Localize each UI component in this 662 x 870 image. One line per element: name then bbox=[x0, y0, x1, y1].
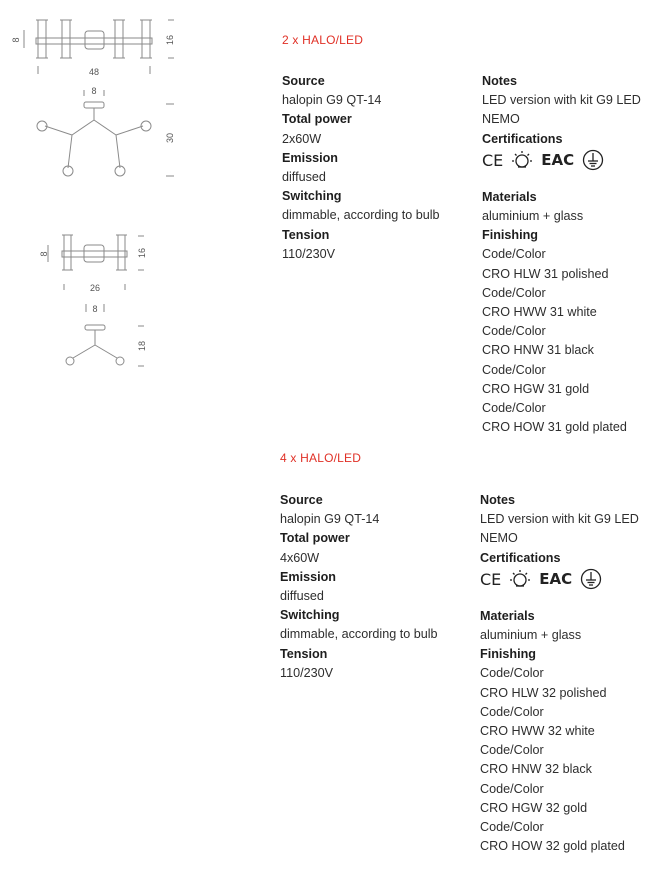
small-front-view bbox=[48, 235, 144, 290]
large-top-view bbox=[37, 90, 174, 176]
materials-label: Materials bbox=[482, 189, 537, 204]
finishing-value: CRO HGW 32 gold bbox=[480, 800, 588, 815]
finishing-code-label: Code/Color bbox=[482, 247, 546, 262]
emission-value: diffused bbox=[280, 589, 324, 604]
certifications-row bbox=[480, 568, 639, 591]
finishing-value: CRO HGW 31 gold bbox=[482, 381, 590, 396]
finishing-code-label: Code/Color bbox=[482, 401, 546, 416]
small-top-depth-label: 18 bbox=[137, 340, 147, 352]
finishing-label: Finishing bbox=[482, 228, 538, 243]
source-label: Source bbox=[282, 74, 325, 88]
source-value: halopin G9 QT-14 bbox=[282, 93, 382, 108]
technical-drawings bbox=[0, 0, 240, 400]
ce-mark-icon: CE bbox=[482, 150, 504, 170]
large-front-right-height-label: 16 bbox=[165, 34, 175, 46]
switching-label: Switching bbox=[280, 608, 340, 623]
source-value: halopin G9 QT-14 bbox=[280, 512, 380, 527]
emission-label: Emission bbox=[282, 150, 338, 165]
finishing-code-label: Code/Color bbox=[482, 285, 546, 300]
small-front-height-label: 8 bbox=[39, 251, 49, 257]
small-top-view bbox=[66, 304, 144, 366]
tension-label: Tension bbox=[282, 227, 330, 242]
notes-line: LED version with kit G9 LED bbox=[482, 93, 641, 108]
source-label: Source bbox=[280, 493, 323, 507]
notes-line: NEMO bbox=[482, 112, 520, 127]
finishing-label: Finishing bbox=[480, 647, 536, 662]
large-top-depth-label: 30 bbox=[165, 132, 175, 144]
total-power-label: Total power bbox=[282, 112, 352, 127]
finishing-code-label: Code/Color bbox=[482, 324, 546, 339]
finishing-code-label: Code/Color bbox=[480, 781, 544, 796]
finishing-value: CRO HNW 32 black bbox=[480, 762, 592, 777]
protective-earth-icon bbox=[580, 568, 602, 590]
total-power-value: 2x60W bbox=[282, 131, 322, 146]
large-front-width-label: 48 bbox=[88, 67, 100, 77]
finishing-code-label: Code/Color bbox=[482, 362, 546, 377]
certifications-label: Certifications bbox=[480, 550, 561, 565]
switching-value: dimmable, according to bulb bbox=[282, 208, 440, 223]
tension-value: 110/230V bbox=[280, 665, 333, 680]
notes-label: Notes bbox=[480, 493, 515, 507]
section-title: 4 x HALO/LED bbox=[280, 451, 362, 465]
finishing-code-label: Code/Color bbox=[480, 666, 544, 681]
finishing-value: CRO HOW 32 gold plated bbox=[480, 839, 625, 854]
emission-value: diffused bbox=[282, 170, 326, 185]
notes-line: NEMO bbox=[480, 531, 518, 546]
photobiological-safety-icon bbox=[511, 150, 533, 170]
small-front-right-height-label: 16 bbox=[137, 247, 147, 259]
section-title: 2 x HALO/LED bbox=[282, 33, 364, 47]
notes-label: Notes bbox=[482, 74, 517, 88]
materials-value: aluminium + glass bbox=[480, 628, 582, 643]
emission-label: Emission bbox=[280, 569, 336, 584]
notes-line: LED version with kit G9 LED bbox=[480, 512, 639, 527]
large-front-height-label: 8 bbox=[11, 37, 21, 43]
tension-value: 110/230V bbox=[282, 246, 335, 261]
finishing-value: CRO HWW 32 white bbox=[480, 724, 595, 739]
finishing-value: CRO HLW 32 polished bbox=[480, 685, 607, 700]
photobiological-safety-icon bbox=[509, 569, 531, 589]
eac-mark-icon: EAC bbox=[539, 569, 573, 588]
switching-label: Switching bbox=[282, 189, 342, 204]
materials-value: aluminium + glass bbox=[482, 209, 584, 224]
eac-mark-icon: EAC bbox=[541, 150, 575, 169]
total-power-label: Total power bbox=[280, 531, 350, 546]
spec-right-column bbox=[480, 491, 639, 856]
finishing-code-label: Code/Color bbox=[480, 820, 544, 835]
certifications-row bbox=[482, 149, 641, 172]
materials-label: Materials bbox=[480, 608, 535, 623]
ce-mark-icon: CE bbox=[480, 569, 502, 589]
finishing-value: CRO HNW 31 black bbox=[482, 343, 594, 358]
finishing-code-label: Code/Color bbox=[480, 704, 544, 719]
protective-earth-icon bbox=[582, 149, 604, 171]
finishing-value: CRO HLW 31 polished bbox=[482, 266, 609, 281]
large-front-view bbox=[24, 20, 174, 74]
finishing-code-label: Code/Color bbox=[480, 743, 544, 758]
tension-label: Tension bbox=[280, 646, 328, 661]
small-front-width-label: 26 bbox=[89, 283, 101, 293]
finishing-value: CRO HWW 31 white bbox=[482, 305, 597, 320]
total-power-value: 4x60W bbox=[280, 550, 320, 565]
certifications-label: Certifications bbox=[482, 131, 563, 146]
small-top-center-label: 8 bbox=[92, 304, 98, 314]
switching-value: dimmable, according to bulb bbox=[280, 627, 438, 642]
spec-left-column bbox=[280, 491, 438, 683]
finishing-value: CRO HOW 31 gold plated bbox=[482, 420, 627, 435]
spec-left-column bbox=[282, 72, 440, 264]
spec-right-column bbox=[482, 72, 641, 437]
large-top-center-label: 8 bbox=[91, 86, 97, 96]
